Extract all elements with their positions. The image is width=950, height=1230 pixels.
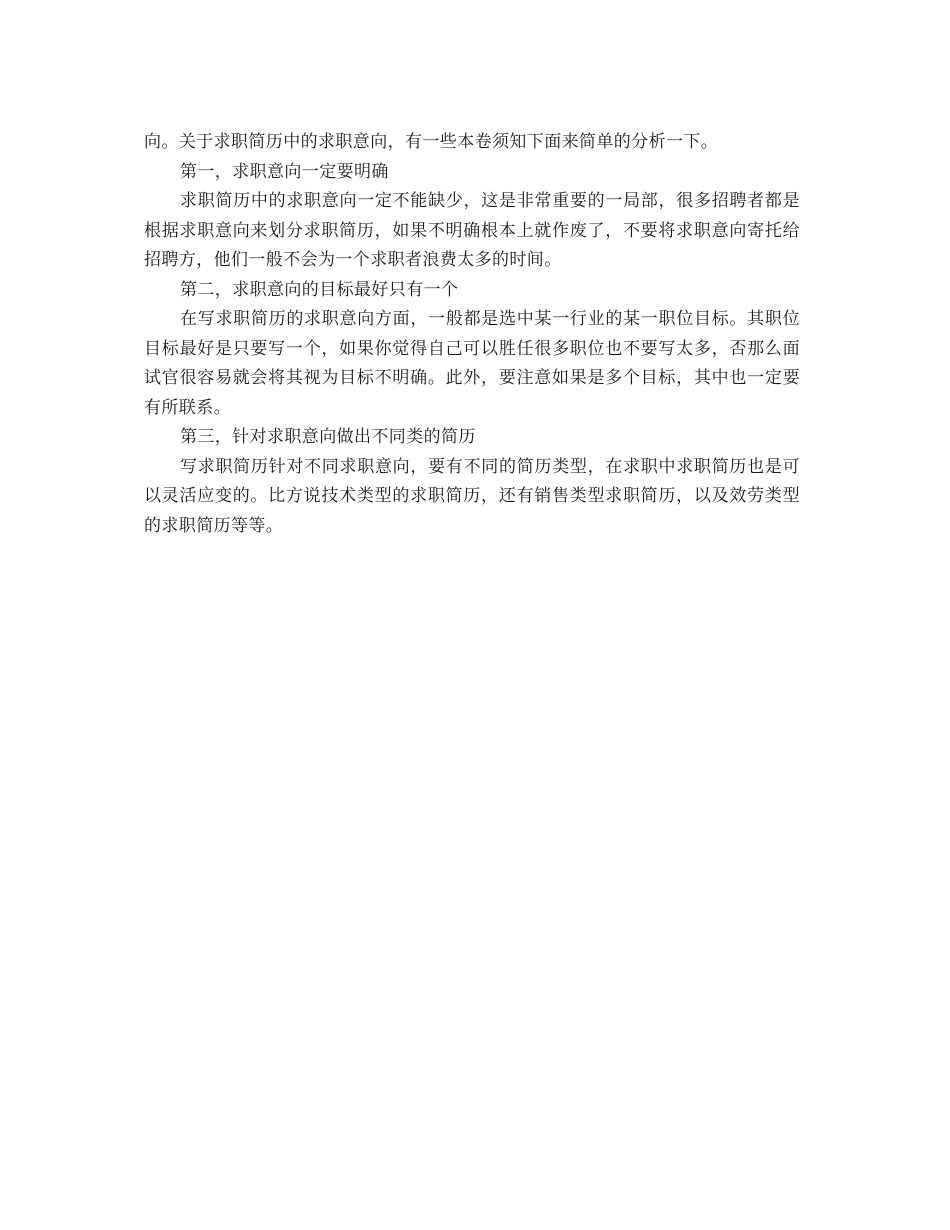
section-heading-first: 第一，求职意向一定要明确 bbox=[180, 161, 389, 182]
document-body bbox=[144, 128, 800, 541]
paragraph-third: 写求职简历针对不同求职意向，要有不同的简历类型，在求职中求职简历也是可以灵活应变的。比方说技术类型的求职简历，还有销售类型求职简历，以及效劳类型的求职简历等等。 bbox=[144, 456, 800, 536]
paragraph-second: 在写求职简历的求职意向方面，一般都是选中某一行业的某一职位目标。其职位目标最好是只要写一个，如果你觉得自己可以胜任很多职位也不要写太多，否那么面试官很容易就会将其视为目标不明确。此外，要注意如果是多个目标，其中也一定要有所联系。 bbox=[144, 309, 800, 418]
paragraph-first: 求职简历中的求职意向一定不能缺少，这是非常重要的一局部，很多招聘者都是根据求职意向来划分求职简历，如果不明确根本上就作废了，不要将求职意向寄托给招聘方，他们一般不会为一个求职者浪费太多的时间。 bbox=[144, 191, 800, 270]
section-heading-third: 第三，针对求职意向做出不同类的简历 bbox=[180, 427, 476, 447]
paragraph-continuation: 向。关于求职简历中的求职意向，有一些本卷须知下面来简单的分析一下。 bbox=[144, 132, 719, 152]
section-heading-second: 第二，求职意向的目标最好只有一个 bbox=[180, 279, 459, 300]
